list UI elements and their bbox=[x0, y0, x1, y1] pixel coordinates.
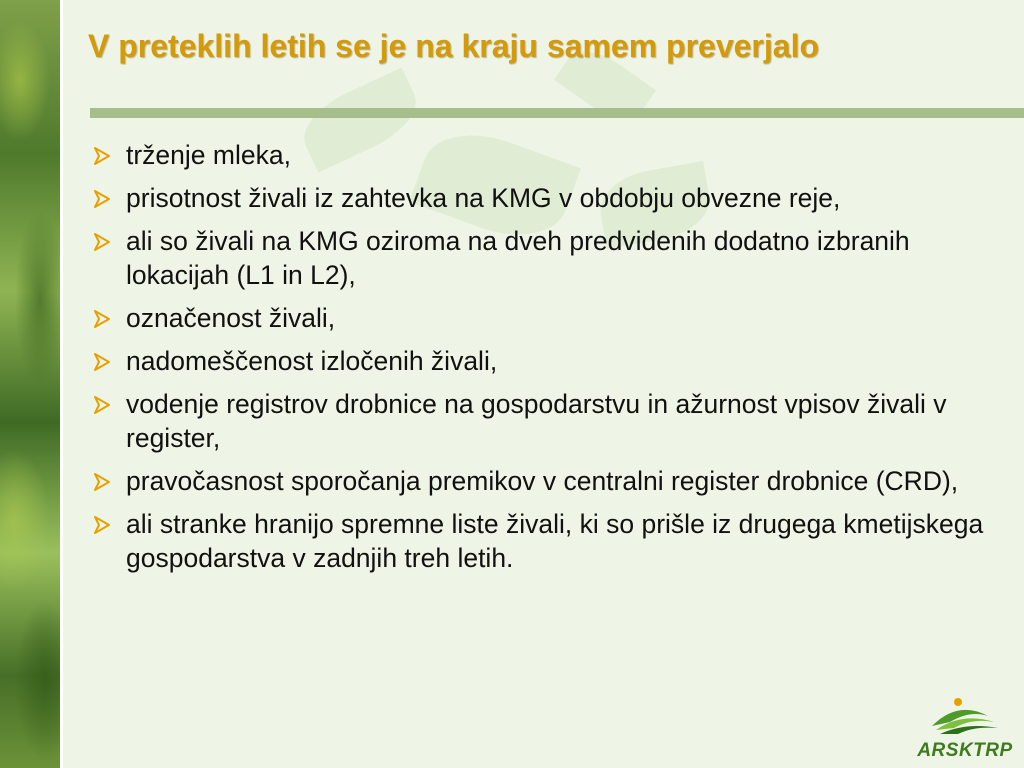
bullet-text: vodenje registrov drobnice na gospodarstvu in ažurnost vpisov živali v register, bbox=[126, 389, 947, 453]
bullet-text: ali so živali na KMG oziroma na dveh predvidenih dodatno izbranih lokacijah (L1 in L2), bbox=[126, 226, 910, 290]
bullet-text: pravočasnost sporočanja premikov v centralni register drobnice (CRD), bbox=[126, 466, 959, 496]
grass-photo-strip bbox=[0, 0, 60, 768]
bullet-list bbox=[92, 138, 992, 584]
arrow-bullet-icon bbox=[92, 515, 112, 535]
bullet-item bbox=[92, 138, 992, 172]
bullet-text: označenost živali, bbox=[126, 303, 336, 333]
bullet-item bbox=[92, 344, 992, 378]
arrow-bullet-icon bbox=[92, 146, 112, 166]
slide-title: V preteklih letih se je na kraju samem preverjalo bbox=[88, 28, 819, 64]
arrow-bullet-icon bbox=[92, 309, 112, 329]
bullet-text: trženje mleka, bbox=[126, 140, 291, 170]
arsktrp-logo bbox=[910, 692, 1020, 764]
arrow-bullet-icon bbox=[92, 352, 112, 372]
arrow-bullet-icon bbox=[92, 472, 112, 492]
bullet-item bbox=[92, 387, 992, 455]
title-rule bbox=[90, 108, 1024, 118]
bullet-text: prisotnost živali iz zahtevka na KMG v obdobju obvezne reje, bbox=[126, 183, 841, 213]
arrow-bullet-icon bbox=[92, 232, 112, 252]
bullet-text: nadomeščenost izločenih živali, bbox=[126, 346, 498, 376]
bullet-item bbox=[92, 507, 992, 575]
bullet-item bbox=[92, 181, 992, 215]
bullet-item bbox=[92, 464, 992, 498]
bullet-text: ali stranke hranijo spremne liste živali, ki so prišle iz drugega kmetijskega gospodarstva v zadnjih treh letih. bbox=[126, 509, 984, 573]
bullet-item bbox=[92, 301, 992, 335]
strip-divider bbox=[60, 0, 63, 768]
arrow-bullet-icon bbox=[92, 395, 112, 415]
arsktrp-logo-icon bbox=[910, 692, 1020, 742]
bullet-item bbox=[92, 224, 992, 292]
logo-text: ARSKTRP bbox=[917, 740, 1013, 761]
arrow-bullet-icon bbox=[92, 189, 112, 209]
